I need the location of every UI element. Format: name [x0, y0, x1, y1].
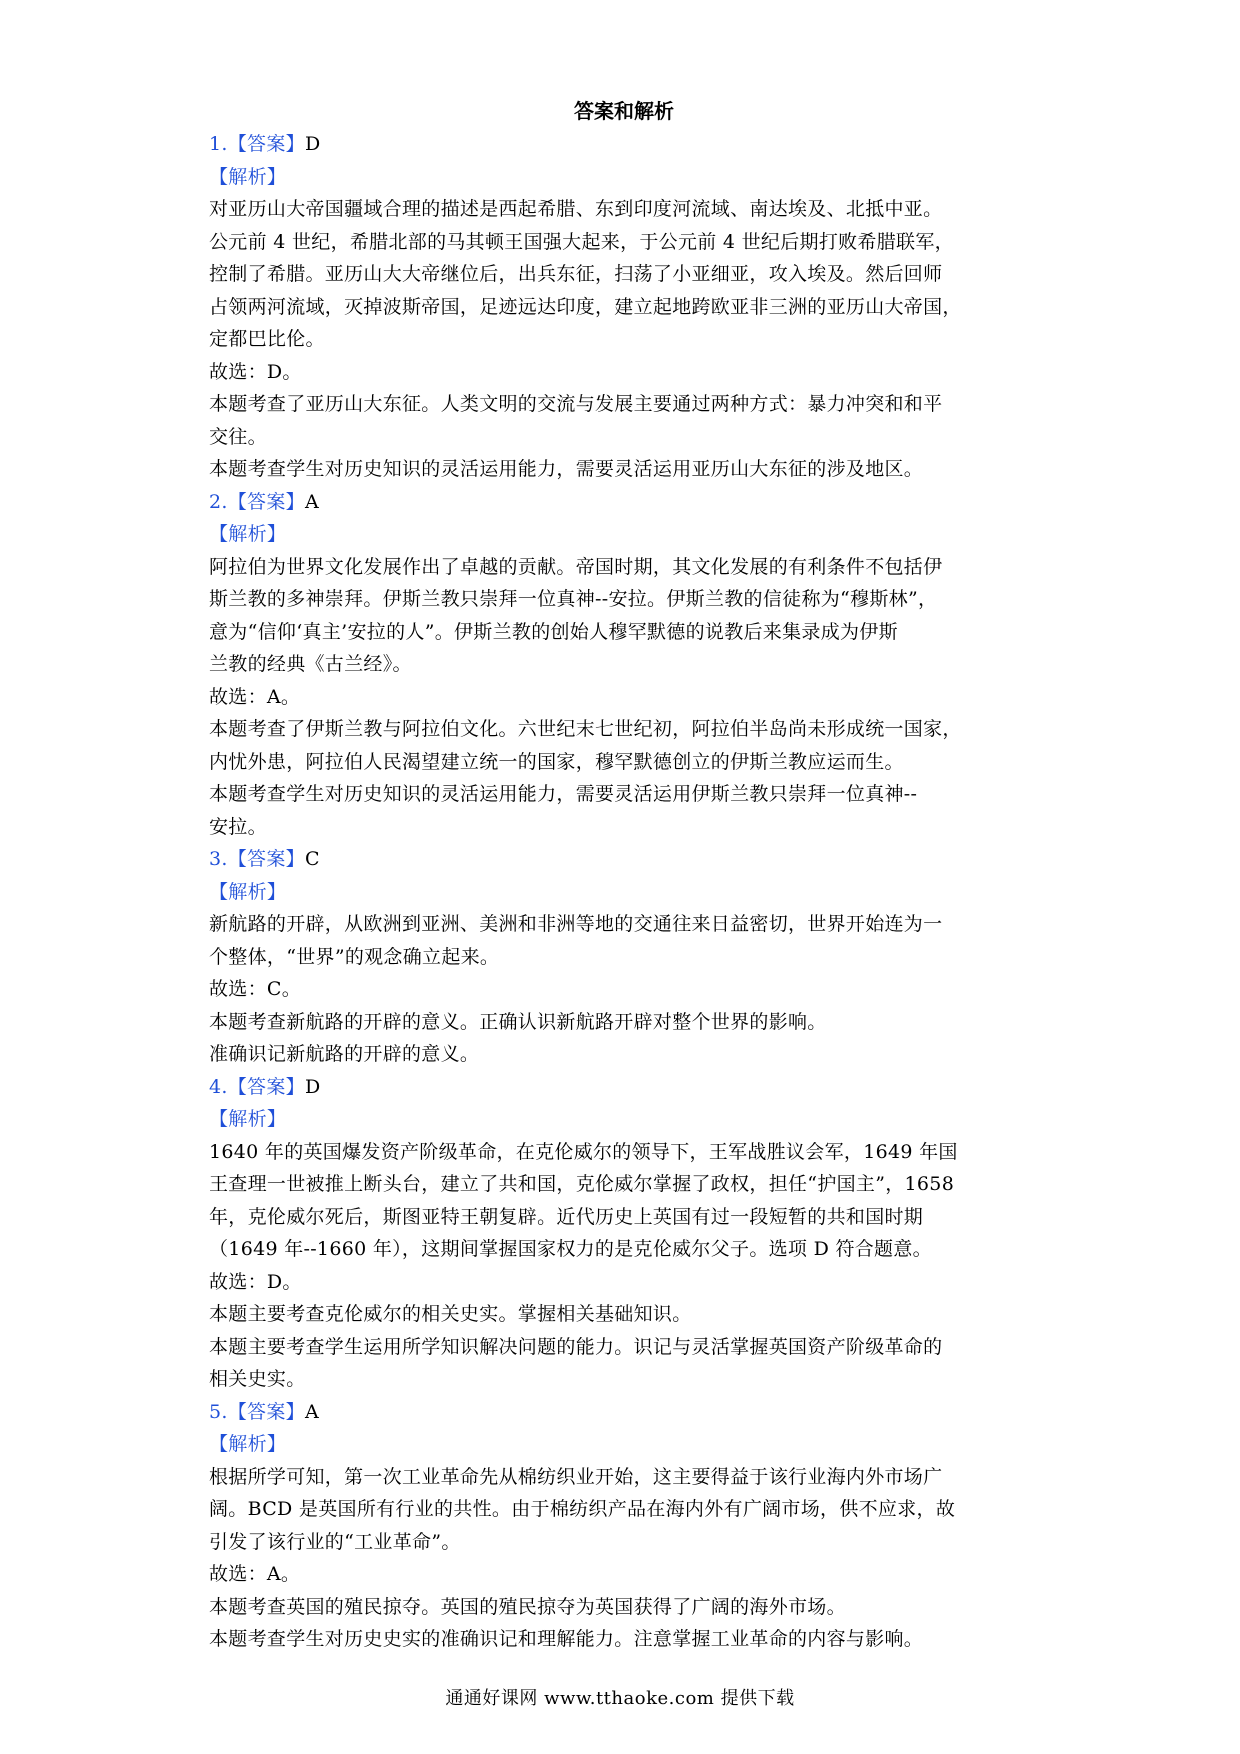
question-block: [209, 1396, 1039, 1656]
question-list: [209, 128, 1039, 1656]
analysis-label: 【解析】: [209, 1108, 287, 1130]
analysis-text-line: 阿拉伯为世界文化发展作出了卓越的贡献。帝国时期，其文化发展的有利条件不包括伊: [209, 555, 943, 578]
analysis-label: 【解析】: [209, 523, 287, 545]
answer-heading: [209, 1071, 1039, 1104]
question-block: [209, 486, 1039, 844]
analysis-text-line: 兰教的经典《古兰经》。: [209, 653, 412, 675]
analysis-text-line: 安拉。: [209, 815, 267, 838]
analysis-text-line: 对亚历山大帝国疆域合理的描述是西起希腊、东到印度河流域、南达埃及、北抵中亚。: [209, 198, 943, 220]
analysis-text-line: 本题考查英国的殖民掠夺。英国的殖民掠夺为英国获得了广阔的海外市场。: [209, 1595, 846, 1618]
analysis-text-line: 本题考查学生对历史知识的灵活运用能力，需要灵活运用亚历山大东征的涉及地区。: [209, 458, 924, 480]
analysis-text-line: 定都巴比伦。: [209, 328, 325, 350]
answer-document: [209, 96, 1039, 1656]
analysis-text-line: 年，克伦威尔死后，斯图亚特王朝复辟。近代历史上英国有过一段短暂的共和国时期: [209, 1205, 924, 1228]
analysis-text-line: 本题考查新航路的开辟的意义。正确认识新航路开辟对整个世界的影响。: [209, 1010, 827, 1033]
analysis-text-line: 准确识记新航路的开辟的意义。: [209, 1043, 480, 1065]
analysis-label: 【解析】: [209, 165, 287, 188]
answer-heading: [209, 843, 1039, 876]
analysis-text-line: 故选：A。: [209, 1563, 301, 1585]
question-block: [209, 1071, 1039, 1396]
analysis-text-line: 交往。: [209, 425, 267, 448]
answer-label: 3.【答案】: [209, 848, 305, 870]
analysis-text-line: 根据所学可知，第一次工业革命先从棉纺织业开始，这主要得益于该行业海内外市场广: [209, 1465, 943, 1488]
answer-label: 4.【答案】: [209, 1075, 305, 1098]
analysis-text-line: 本题考查学生对历史知识的灵活运用能力，需要灵活运用伊斯兰教只崇拜一位真神--: [209, 783, 918, 805]
analysis-text-line: 故选：A。: [209, 685, 301, 708]
analysis-text-line: 控制了希腊。亚历山大大帝继位后，出兵东征，扫荡了小亚细亚，攻入埃及。然后回师: [209, 263, 943, 285]
answer-heading: [209, 128, 1039, 161]
analysis-text-line: 相关史实。: [209, 1368, 306, 1390]
analysis-text-line: 本题考查了伊斯兰教与阿拉伯文化。六世纪末七世纪初，阿拉伯半岛尚未形成统一国家，: [209, 718, 962, 740]
analysis-label: 【解析】: [209, 880, 287, 903]
analysis-text-line: 故选：D。: [209, 360, 302, 383]
analysis-text-line: 新航路的开辟，从欧洲到亚洲、美洲和非洲等地的交通往来日益密切，世界开始连为一: [209, 913, 943, 935]
answer-label: 5.【答案】: [209, 1400, 305, 1423]
analysis-text-line: 1640 年的英国爆发资产阶级革命，在克伦威尔的领导下，王军战胜议会军，1649 年国: [209, 1140, 958, 1163]
answer-heading: [209, 486, 1039, 519]
answer-heading: [209, 1396, 1039, 1429]
analysis-text-line: 本题主要考查克伦威尔的相关史实。掌握相关基础知识。: [209, 1303, 692, 1325]
answer-value: D: [304, 133, 321, 155]
analysis-text-line: 故选：D。: [209, 1270, 302, 1293]
analysis-text-line: 王查理一世被推上断头台，建立了共和国，克伦威尔掌握了政权，担任“护国主”，1658: [209, 1173, 955, 1195]
analysis-text-line: 故选：C。: [209, 978, 302, 1000]
answer-label: 1.【答案】: [209, 133, 305, 155]
analysis-text-line: 本题考查学生对历史史实的准确识记和理解能力。注意掌握工业革命的内容与影响。: [209, 1628, 924, 1650]
analysis-text-line: 本题考查了亚历山大东征。人类文明的交流与发展主要通过两种方式：暴力冲突和和平: [209, 393, 943, 415]
analysis-text-line: 意为“信仰‘真主’安拉的人”。伊斯兰教的创始人穆罕默德的说教后来集录成为伊斯: [209, 620, 898, 643]
answer-value: D: [304, 1075, 321, 1098]
analysis-text-line: （1649 年--1660 年），这期间掌握国家权力的是克伦威尔父子。选项 D 符合题意。: [209, 1238, 932, 1260]
analysis-text-line: 阔。BCD 是英国所有行业的共性。由于棉纺织产品在海内外有广阔市场，供不应求，故: [209, 1498, 956, 1520]
answer-label: 2.【答案】: [209, 490, 305, 513]
page-footer: 通通好课网 www.tthaoke.com 提供下载: [445, 1688, 795, 1709]
question-block: [209, 843, 1039, 1071]
analysis-text-line: 内忧外患，阿拉伯人民渴望建立统一的国家，穆罕默德创立的伊斯兰教应运而生。: [209, 750, 904, 773]
analysis-text-line: 引发了该行业的“工业革命”。: [209, 1530, 461, 1553]
analysis-text-line: 占领两河流域，灭掉波斯帝国，足迹远达印度，建立起地跨欧亚非三洲的亚历山大帝国，: [209, 295, 962, 318]
analysis-text-line: 公元前 4 世纪，希腊北部的马其顿王国强大起来，于公元前 4 世纪后期打败希腊联军，: [209, 230, 954, 253]
question-block: [209, 128, 1039, 486]
analysis-text-line: 个整体，“世界”的观念确立起来。: [209, 945, 500, 968]
answer-value: A: [304, 490, 319, 513]
analysis-text-line: 斯兰教的多神崇拜。伊斯兰教只崇拜一位真神--安拉。伊斯兰教的信徒称为“穆斯林”，: [209, 588, 938, 610]
document-title: 答案和解析: [574, 99, 674, 123]
analysis-text-line: 本题主要考查学生运用所学知识解决问题的能力。识记与灵活掌握英国资产阶级革命的: [209, 1335, 943, 1358]
answer-value: C: [304, 848, 320, 870]
analysis-label: 【解析】: [209, 1433, 287, 1455]
answer-value: A: [304, 1400, 319, 1423]
